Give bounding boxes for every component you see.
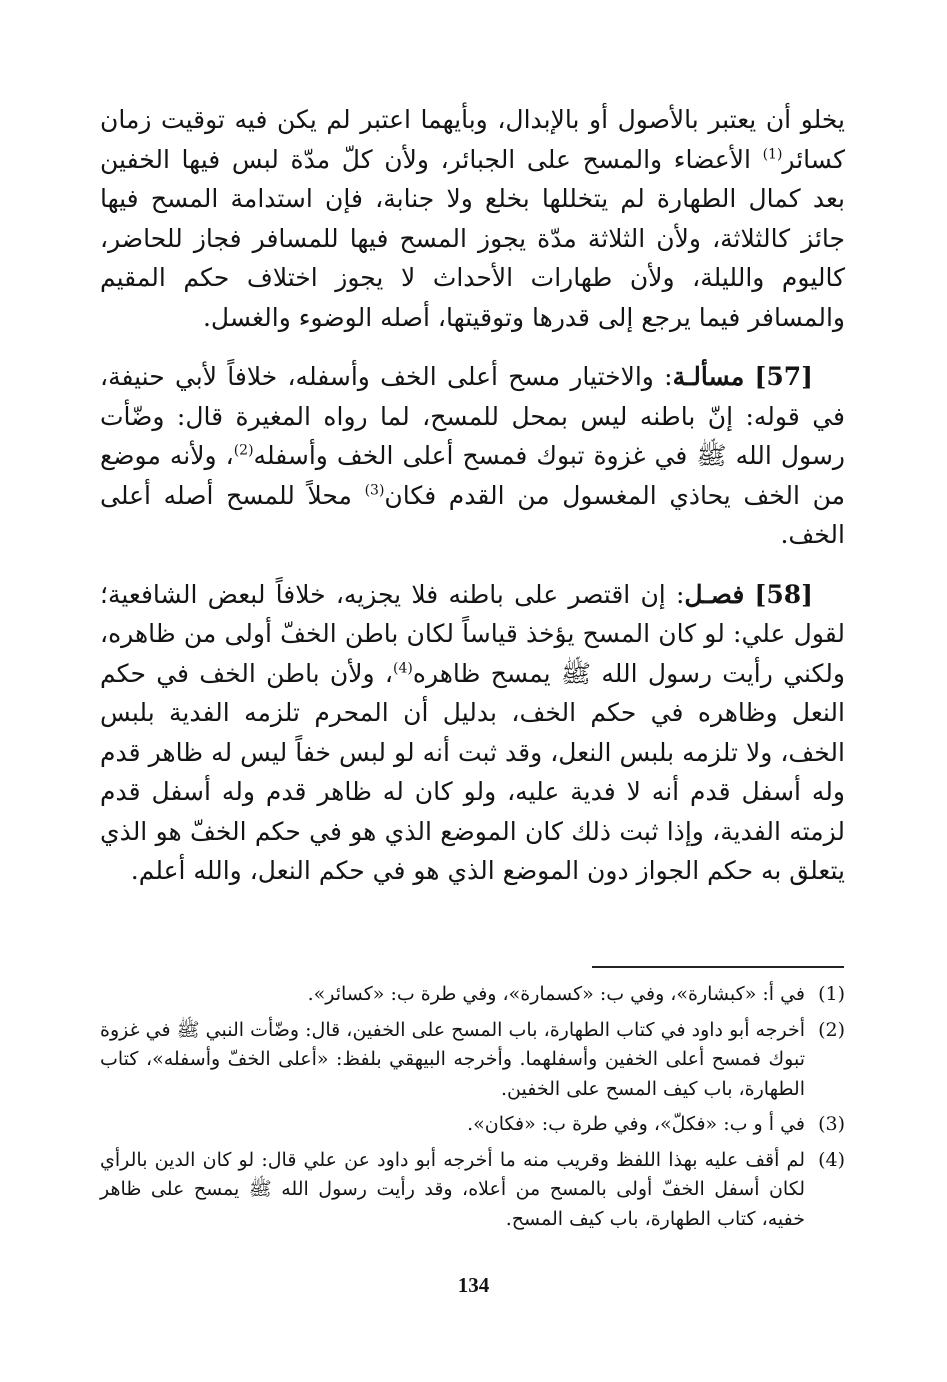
section-57-text-b: ، ولأنه موضع من الخف يحاذي المغسول من القدم فكان	[100, 441, 845, 510]
footnotes	[100, 980, 845, 1240]
section-58-label: فصـل	[684, 579, 745, 609]
footnote-item	[100, 1146, 845, 1235]
section-57	[100, 357, 845, 555]
intro-text: يخلو أن يعتبر بالأصول أو بالإبدال، وبأيهما اعتبر لم يكن فيه توقيت زمان كسائر	[100, 105, 845, 174]
footnote-text: في أ: «كبشارة»، وفي ب: «كسمارة»، وفي طرة ب: «كسائر».	[307, 983, 805, 1005]
footnote-text: لم أقف عليه بهذا اللفظ وقريب منه ما أخرجه أبو داود عن علي قال: لو كان الدين بالرأي لكان أسفل الخفّ أولى بالمسح من أعلاه، وقد رأيت رسول الله ﷺ يمسح على ظاهر خفيه، كتاب الطهارة، باب كيف المسح.	[100, 1148, 805, 1230]
footnote-ref-2: (2)	[233, 442, 254, 459]
footnote-item	[100, 1110, 845, 1140]
footnote-ref-4: (4)	[393, 660, 413, 677]
section-58	[100, 575, 845, 891]
intro-text-rest: الأعضاء والمسح على الجبائر، ولأن كلّ مدّة لبس فيها الخفين بعد كمال الطهارة لم يتخللها بخلع ولا جنابة، فإن استدامة المسح فيها جائز كالثلاثة، ولأن الثلاثة مدّة يجوز المسح فيها للمسافر فجاز للحاضر، كاليوم والليلة، ولأن طهارات الأحداث لا يجوز اختلاف حكم المقيم والمسافر فيما يرجع إلى قدرها وتوقيتها، أصله الوضوء والغسل.	[100, 144, 846, 332]
footnote-item	[100, 1016, 845, 1105]
section-57-text-a: : والاختيار مسح أعلى الخف وأسفله، خلافاً لأبي حنيفة، في قوله: إنّ باطنه ليس بمحل للمسح، لما رواه المغيرة قال: وضّأت رسول الله ﷺ في غزوة تبوك فمسح أعلى الخف وأسفله	[100, 362, 845, 470]
footnote-mark: (4)	[818, 1148, 845, 1171]
page-number: 134	[457, 1273, 490, 1297]
footnote-mark: (3)	[818, 1113, 845, 1135]
footnote-item	[100, 980, 845, 1010]
section-57-text-c: محلاً للمسح أصله أعلى الخف.	[100, 480, 845, 549]
intro-paragraph	[100, 100, 845, 337]
section-58-text-a: : إن اقتصر على باطنه فلا يجزيه، خلافاً لبعض الشافعية؛ لقول علي: لو كان المسح يؤخذ قياساً لكان باطن الخفّ أولى من ظاهره، ولكني رأيت رسول الله ﷺ يمسح ظاهره	[100, 579, 845, 688]
footnote-separator	[592, 966, 844, 968]
section-58-number: [58]	[754, 579, 813, 609]
section-57-label: مسألـة	[672, 362, 745, 391]
footnote-mark: (1)	[818, 983, 845, 1005]
footnote-text: في أ و ب: «فكلّ»، وفي طرة ب: «فكان».	[467, 1113, 805, 1135]
section-58-text-b: ، ولأن باطن الخف في حكم النعل وظاهره في حكم الخف، بدليل أن المحرم تلزمه الفدية بلبس الخف، ولا تلزمه بلبس النعل، وقد ثبت أنه لو لبس خفاً ليس له ظاهر قدم وله أسفل قدم أنه لا فدية عليه، ولو كان له ظاهر قدم وله أسفل قدم لزمته الفدية، وإذا ثبت ذلك كان الموضع الذي هو في حكم الخفّ هو الذي يتعلق به حكم الجواز دون الموضع الذي هو في حكم النعل، والله أعلم.	[100, 658, 845, 885]
main-text	[100, 100, 845, 891]
section-57-number: [57]	[754, 362, 813, 391]
footnote-ref-3: (3)	[364, 482, 385, 499]
footnote-mark: (2)	[818, 1018, 845, 1041]
footnote-text: أخرجه أبو داود في كتاب الطهارة، باب المسح على الخفين، قال: وضّأت النبي ﷺ في غزوة تبوك فمسح أعلى الخفين وأسفلهما. وأخرجه البيهقي بلفظ: «أعلى الخفّ وأسفله»، كتاب الطهارة، باب كيف المسح على الخفين.	[100, 1018, 805, 1100]
footnote-ref-1: (1)	[762, 146, 783, 163]
